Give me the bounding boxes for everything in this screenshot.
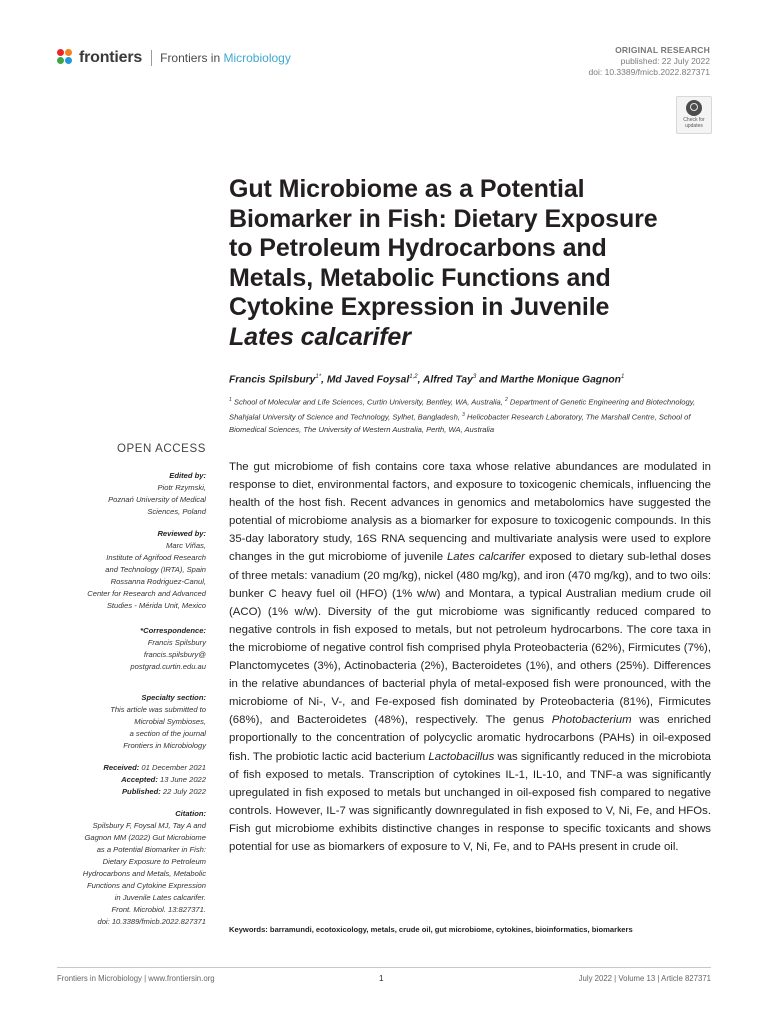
correspondence-email[interactable]: postgrad.curtin.edu.au xyxy=(130,662,206,671)
footer-journal-link[interactable]: Frontiers in Microbiology | www.frontiersin.org xyxy=(57,974,215,983)
article-type: ORIGINAL RESEARCH xyxy=(615,45,710,55)
author[interactable]: Francis Spilsbury xyxy=(229,374,316,386)
author-list: Francis Spilsbury$^{1*}$, Md Javed Foysal$^{1,2}$, Alfred Tay$^3$ and Marthe Monique Gagnon$^1$ xyxy=(229,374,625,386)
header-divider xyxy=(151,50,152,66)
affiliations: $^1$ School of Molecular and Life Sciences, Curtin University, Bentley, WA, Australia, $^2$ Department of Genetic Engineering and Biotechnology, Shahjalal University of Science and Technology, Sylhet, Bangladesh, $^3$ Helicobacter Research Laboratory, The Marshall Centre, School of Biomedical Sciences, The University of Western Australia, Perth, WA, Australia xyxy=(229,397,696,435)
article-meta xyxy=(589,45,710,78)
journal-name[interactable]: Frontiers in Microbiology xyxy=(160,51,291,65)
author[interactable]: , Alfred Tay xyxy=(417,374,473,386)
page-number: 1 xyxy=(379,974,384,983)
published-date: published: 22 July 2022 xyxy=(620,56,710,66)
title-line-species: Lates calcarifer xyxy=(229,322,411,351)
doi[interactable]: doi: 10.3389/fmicb.2022.827371 xyxy=(588,67,710,77)
open-access-label: OPEN ACCESS xyxy=(116,443,206,455)
title-line: Metals, Metabolic Functions and xyxy=(229,263,611,292)
title-line: to Petroleum Hydrocarbons and xyxy=(229,234,607,262)
article-title xyxy=(229,175,699,352)
author[interactable]: and Marthe Monique Gagnon xyxy=(476,374,621,386)
edited-by-section: Edited by: Piotr Rzymski, Poznań University of Medical Sciences, Poland xyxy=(108,471,206,516)
title-line: Cytokine Expression in Juvenile xyxy=(229,293,610,321)
abstract: The gut microbiome of fish contains core taxa whose relative abundances are modulated in response to diet, environmental factors, and exposure to toxicogenic chemicals, influencing the health of the host fish. Recent advances in genomics and metabolomics have suggested the potential of microbiome analysis as a biomarker for exposure to toxicogenic compounds. In this 35-day laboratory study, 16S RNA sequencing and multivariate analysis were used to explore changes in the gut microbiome of juvenile Lates calcarifer exposed to dietary sub-lethal doses of three metals: vanadium (20 mg/kg), nickel (480 mg/kg), and iron (470 mg/kg), and to two oils: bunker C heavy fuel oil (HFO) (1% w/w) and Montara, a typical Australian medium crude oil (ACO) (1% w/w). Diversity of the gut microbiome was significantly reduced compared to negative controls in fish exposed to metals, but not petroleum hydrocarbons. The core taxa in the microbiome of negative control fish comprised phyla Proteobacteria (62%), Firmicutes (7%), Planctomycetes (3%), Actinobacteria (2%), Bacteroidetes (1%), and others (25%). Differences in the relative abundances of bacterial phyla of metal-exposed fish were pronounced, with the microbiome of Ni-, V-, and Fe-exposed fish dominated by Proteobacteria (81%), Firmicutes (68%), and Bacteroidetes (48%), respectively. The genus Photobacterium was enriched proportionally to the concentration of polycyclic aromatic hydrocarbons (PAHs) in oil-exposed fish. The probiotic lactic acid bacterium Lactobacillus was significantly reduced in the microbiota of fish exposed to metals. Transcription of cytokines IL-1, IL-10, and TNF-a was significantly upregulated in fish exposed to metals but unchanged in oil-exposed fish compared to negative controls. However, IL-7 was significantly downregulated in fish exposed to V, Ni, Fe, and HFOs. Fish gut microbiome exhibits distinctive changes in response to specific toxicants and shows potential for use as biomarkers of exposure to V, Ni, Fe, and to PAHs present in crude oil. xyxy=(229,461,712,853)
reviewed-by-section: Reviewed by: Marc Viñas, Institute of Agrifood Research and Technology (IRTA), Spain Rossanna Rodriguez-Canul, Center for Research and Advanced Studies - Mérida Unit, Mexico xyxy=(87,529,206,610)
title-line: Biomarker in Fish: Dietary Exposure xyxy=(229,204,658,233)
citation-section: Citation: Spilsbury F, Foysal MJ, Tay A and Gagnon MM (2022) Gut Microbiome as a Potential Biomarker in Fish: Dietary Exposure to Petroleum Hydrocarbons and Metals, Metabolic Functions and Cytokine Expression in Juvenile Lates calcarifer. Front. Microbiol. 13:827371. doi: 10.3389/fmicb.2022.827371 xyxy=(36,808,206,928)
specialty-section: Specialty section: This article was submitted to Microbial Symbioses, a section of the journal Frontiers in Microbiology xyxy=(110,693,206,750)
check-updates-icon xyxy=(686,100,702,116)
author[interactable]: , Md Javed Foysal xyxy=(321,374,410,386)
brand-name: frontiers xyxy=(79,49,143,66)
keywords: Keywords: barramundi, ecotoxicology, metals, crude oil, gut microbiome, cytokines, bioinformatics, biomarkers xyxy=(229,925,633,934)
frontiers-logo-icon xyxy=(57,49,75,67)
dates-section: Received: 01 December 2021 Accepted: 13 June 2022 Published: 22 July 2022 xyxy=(103,763,206,796)
citation-doi[interactable]: doi: 10.3389/fmicb.2022.827371 xyxy=(97,917,206,926)
footer-divider xyxy=(57,967,711,968)
check-updates-label: Check for updates xyxy=(683,117,705,129)
frontiers-logo[interactable] xyxy=(57,47,291,69)
correspondence-section: *Correspondence: Francis Spilsbury francis.spilsbury@ postgrad.curtin.edu.au xyxy=(36,625,206,673)
title-line: Gut Microbiome as a Potential xyxy=(229,175,585,203)
check-for-updates-badge[interactable] xyxy=(676,96,712,134)
correspondence-email[interactable]: francis.spilsbury@ xyxy=(143,650,206,659)
footer-issue-info: July 2022 | Volume 13 | Article 827371 xyxy=(578,974,711,983)
